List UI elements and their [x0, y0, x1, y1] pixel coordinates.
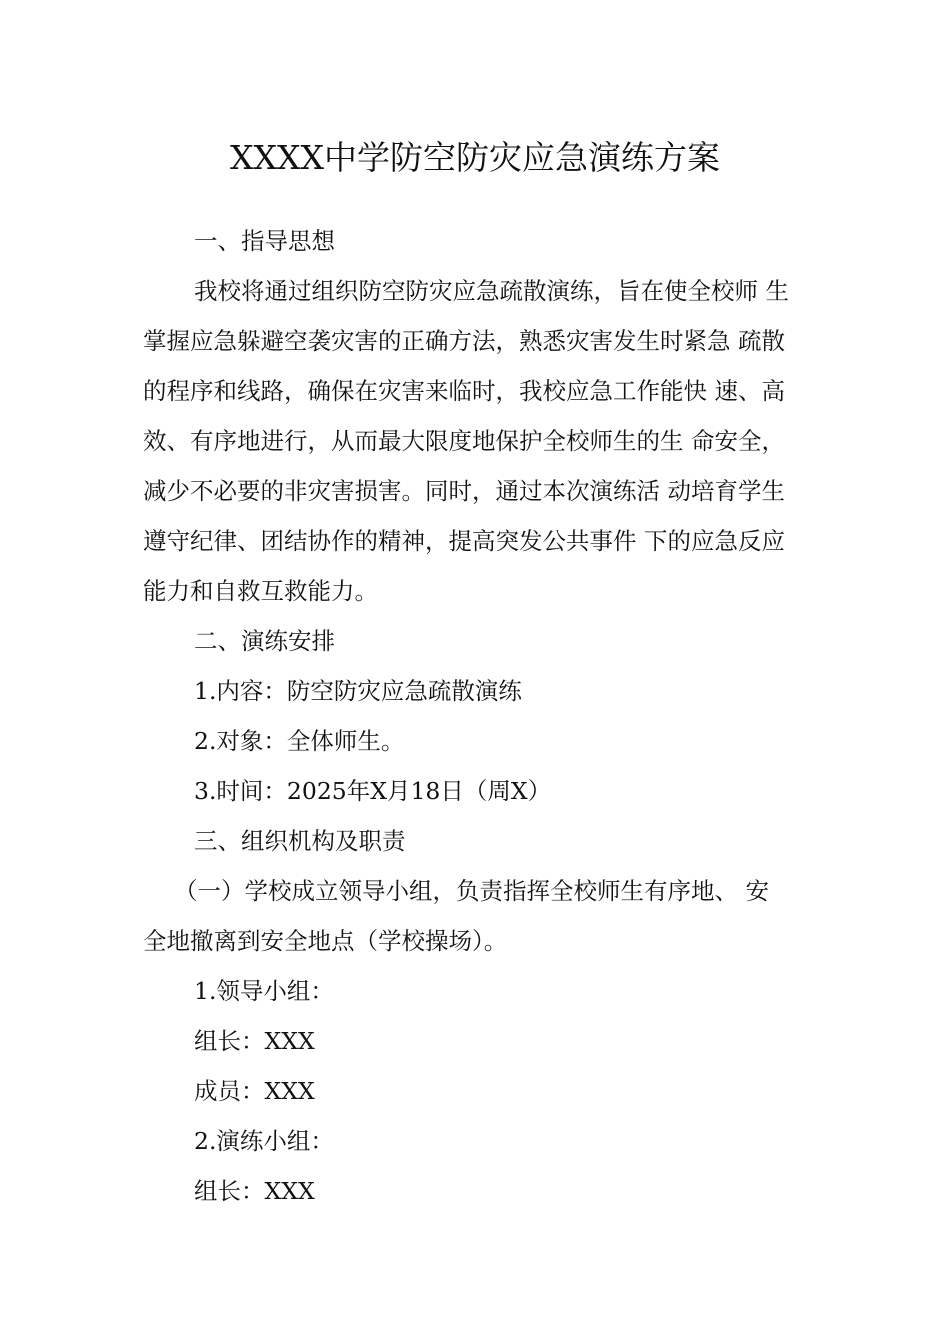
- text-line: 成员：XXX: [194, 1077, 315, 1105]
- list-item-leadership: [143, 966, 823, 1016]
- section-heading-guiding-ideology: [143, 216, 823, 266]
- text-line: 我校将通过组织防空防灾应急疏散演练，旨在使全校师 生: [194, 277, 789, 305]
- text-line: 2.对象：全体师生。: [194, 727, 405, 755]
- text-line: 三、组织机构及职责: [194, 827, 406, 855]
- list-item-members: [143, 1066, 823, 1116]
- list-item-leader: [143, 1016, 823, 1066]
- list-item-drill-group: [143, 1116, 823, 1166]
- list-item-target: [143, 716, 823, 766]
- text-line: 掌握应急躲避空袭灾害的正确方法，熟悉灾害发生时紧急 疏散: [143, 327, 785, 355]
- text-line: 的程序和线路，确保在灾害来临时，我校应急工作能快 速、高: [143, 377, 785, 405]
- document-title: XXXX中学防空防灾应急演练方案: [230, 138, 720, 177]
- text-line: 能力和自救互救能力。: [143, 577, 378, 605]
- text-line: 1.内容：防空防灾应急疏散演练: [194, 677, 522, 705]
- text-line: （一）学校成立领导小组，负责指挥全校师生有序地、 安: [174, 877, 769, 905]
- text-line: 组长：XXX: [194, 1027, 315, 1055]
- document-body: [143, 216, 823, 1216]
- text-line: 3.时间：2025年X月18日（周X）: [194, 777, 552, 805]
- paragraph-guiding-ideology: [143, 266, 823, 616]
- text-line: 全地撤离到安全地点（学校操场）。: [143, 927, 508, 955]
- section-heading-drill-arrangement: [143, 616, 823, 666]
- text-line: 一、指导思想: [194, 227, 335, 255]
- text-line: 遵守纪律、团结协作的精神，提高突发公共事件 下的应急反应: [143, 527, 785, 555]
- section-heading-organization: [143, 816, 823, 866]
- text-line: 1.领导小组：: [194, 977, 334, 1005]
- text-line: 减少不必要的非灾害损害。同时，通过本次演练活 动培育学生: [143, 477, 785, 505]
- text-line: 2.演练小组：: [194, 1127, 334, 1155]
- text-line: 二、演练安排: [194, 627, 335, 655]
- list-item-content: [143, 666, 823, 716]
- text-line: 效、有序地进行，从而最大限度地保护全校师生的生 命安全，: [143, 427, 785, 455]
- list-item-drill-leader: [143, 1166, 823, 1216]
- paragraph-leadership-group: [143, 866, 823, 966]
- list-item-time: [143, 766, 823, 816]
- text-line: 组长：XXX: [194, 1177, 315, 1205]
